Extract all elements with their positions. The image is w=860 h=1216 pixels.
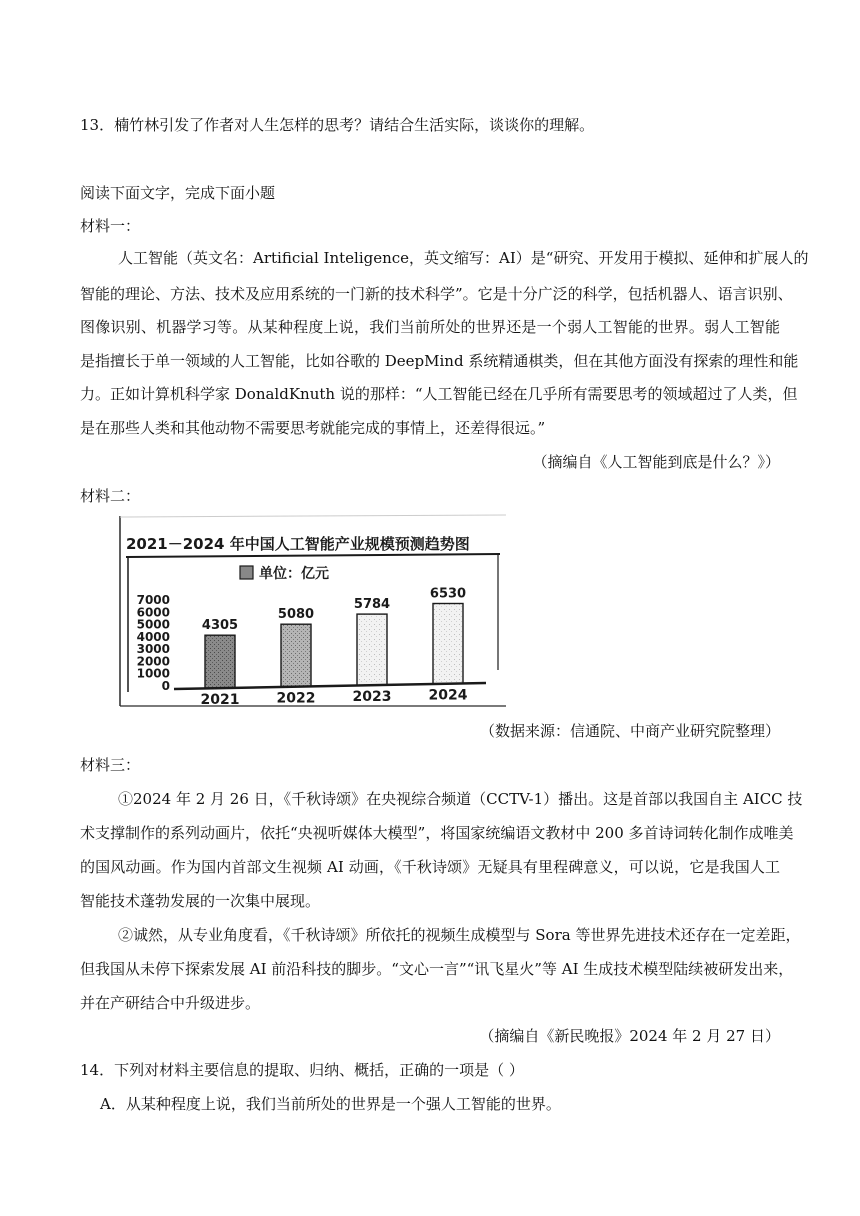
value-label-2023: 5784 [353,597,391,613]
paragraph-line: 并在产研结合中升级进步。 [80,994,261,1012]
industry-scale-chart [118,512,508,708]
paragraph-line: 是指擅长于单一领域的人工智能，比如谷歌的 DeepMind 系统精通棋类，但在其他方面没有探索的理性和能 [80,352,799,370]
paragraph-line: ②诚然，从专业角度看，《千秋诗颂》所依托的视频生成模型与 Sora 等世界先进技术还存在一定差距， [118,926,801,944]
bar-2022 [281,624,311,686]
bar-2024 [433,604,463,684]
chart-unit-label: 单位：亿元 [259,566,329,582]
y-tick-label: 0 [161,679,170,693]
chart-top-border [120,515,506,517]
question-13: 13．楠竹林引发了作者对人生怎样的思考？请结合生活实际，谈谈你的理解。 [80,116,595,134]
bar-2021 [205,635,235,688]
y-tick-label: 6000 [136,605,170,620]
question-14: 14．下列对材料主要信息的提取、归纳、概括，正确的一项是（ ） [80,1061,524,1079]
y-tick-label: 3000 [136,642,170,657]
y-tick-label: 4000 [136,629,170,644]
unit-legend-swatch [240,566,253,579]
reading-instruction: 阅读下面文字，完成下面小题 [80,184,276,202]
paragraph-line: 智能技术蓬勃发展的一次集中展现。 [80,892,321,910]
y-tick-label: 5000 [136,617,170,632]
paragraph-line: 智能的理论、方法、技术及应用系统的一门新的技术科学”。它是十分广泛的科学，包括机器人、语言识别、 [80,285,793,303]
value-labels [202,587,466,634]
paragraph-line: ①2024 年 2 月 26 日，《千秋诗颂》在央视综合频道（CCTV-1）播出。这是首部以我国自主 AICC 技 [118,790,803,808]
category-labels [201,688,468,708]
chart-title: 2021－2024 年中国人工智能产业规模预测趋势图 [126,535,470,553]
value-label-2021: 4305 [201,618,239,634]
y-tick-label: 2000 [136,654,170,669]
category-label-2022: 2022 [276,690,316,707]
value-label-2022: 5080 [277,607,315,623]
material-1-source: （摘编自《人工智能到底是什么？》） [532,453,780,471]
y-axis-ticks [137,593,170,693]
bar-2023 [357,614,387,685]
material-3-source: （摘编自《新民晚报》2024 年 2 月 27 日） [479,1027,780,1045]
paragraph-line: 术支撑制作的系列动画片，依托“央视听媒体大模型”，将国家统编语文教材中 200 多首诗词转化制作成唯美 [80,824,794,842]
category-label-2024: 2024 [428,687,468,704]
material-2-label: 材料二： [80,487,141,505]
paragraph-line: 人工智能（英文名：Artificial Inteligence，英文缩写：AI）是“研究、开发用于模拟、延伸和扩展人的 [118,249,809,267]
option-a: A．从某种程度上说，我们当前所处的世界是一个强人工智能的世界。 [100,1095,561,1113]
value-label-2024: 6530 [429,586,467,602]
paragraph-line: 的国风动画。作为国内首部文生视频 AI 动画，《千秋诗颂》无疑具有里程碑意义，可以说，它是我国人工 [80,858,780,876]
y-tick-label: 7000 [136,593,170,607]
paragraph-line: 是在那些人类和其他动物不需要思考就能完成的事情上，还差得很远。” [80,419,546,437]
material-3-label: 材料三： [80,756,141,774]
paragraph-line: 但我国从未停下探索发展 AI 前沿科技的脚步。“文心一言”“讯飞星火”等 AI 生成技术模型陆续被研发出来， [80,960,794,978]
y-tick-label: 1000 [136,666,170,681]
category-label-2021: 2021 [200,692,240,708]
paragraph-line: 力。正如计算机科学家 DonaldKnuth 说的那样：“人工智能已经在几乎所有需要思考的领域超过了人类，但 [80,385,798,403]
paragraph-line: 图像识别、机器学习等。从某种程度上说，我们当前所处的世界还是一个弱人工智能的世界。弱人工智能 [80,318,780,336]
material-2-source: （数据来源：信通院、中商产业研究院整理） [479,722,780,740]
material-1-label: 材料一： [80,217,141,235]
category-label-2023: 2023 [352,689,392,706]
bars [205,604,463,689]
chart-frame-top [126,554,500,557]
